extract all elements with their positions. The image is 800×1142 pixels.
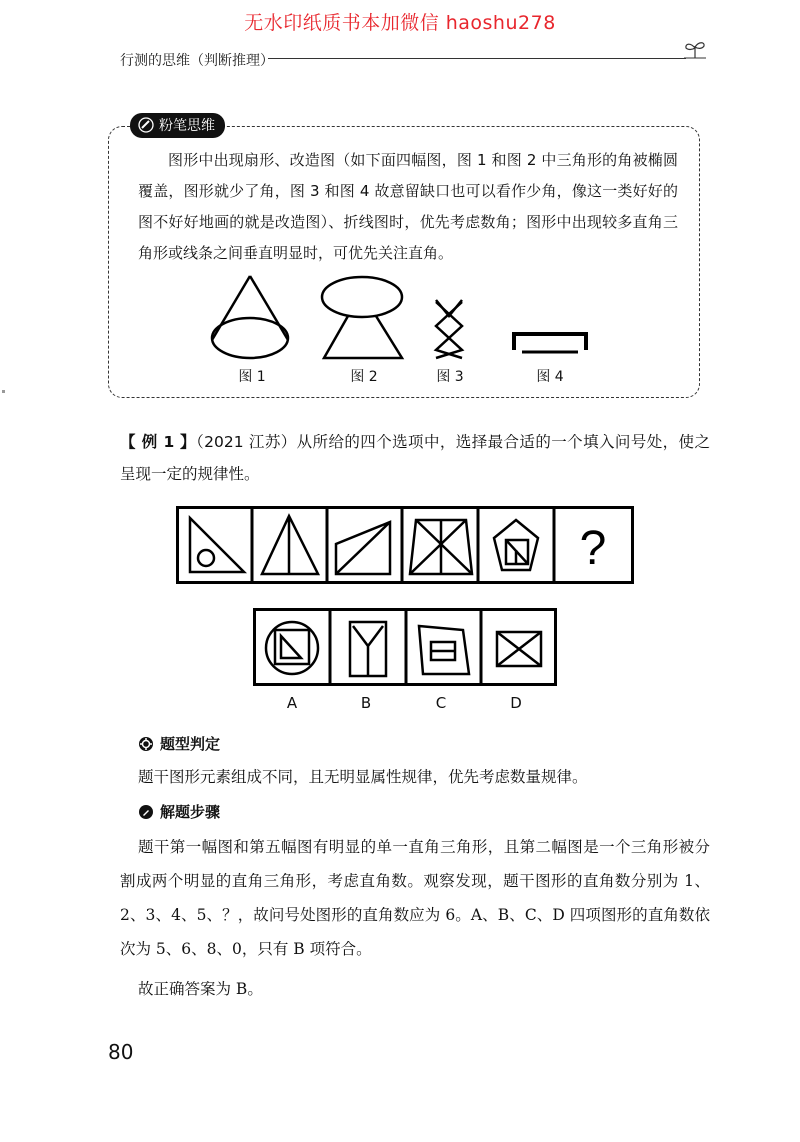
option-label-d: D [510,694,522,712]
gear-icon [138,736,154,752]
question-cell-4 [410,520,472,574]
section-heading-type [138,733,220,754]
section-steps-paragraph-1: 题干第一幅图和第五幅图有明显的单一直角三角形，且第二幅图是一个三角形被分割成两个明显的直角三角形，考虑直角数。观察发现，题干图形的直角数分别为 1、2、3、4、5、？，故问号处图形的直角数应为 6。A、B、C、D 四项图形的直角数依次为 5、6、8、0，只有 B 项符合。 [120,838,710,958]
question-cell-2 [262,516,318,574]
example-text: （2021 江苏）从所给的四个选项中，选择最合适的一个填入问号处，使之呈现一定的规律性。 [120,433,710,483]
figure-label-1: 图 1 [238,369,266,385]
example-mark: 【 例 1 】 [120,433,196,451]
running-head-rule [268,58,686,59]
watermark-text: 无水印纸质书本加微信 haoshu278 [244,12,556,34]
question-figure-row [176,506,636,586]
running-head: 行测的思维（判断推理） [120,53,274,69]
section-steps-paragraph-2: 故正确答案为 B。 [138,980,263,998]
figure-label-4: 图 4 [536,369,564,385]
scan-speck [2,390,5,393]
option-d-figure[interactable] [497,632,541,666]
option-label-c: C [435,694,447,712]
question-mark: ? [579,522,607,575]
chalk-icon [138,117,154,133]
figure-label-2: 图 2 [350,369,378,385]
figure-3-zigzag [436,300,462,358]
page-number: 80 [108,1040,134,1064]
question-cell-1 [190,518,244,572]
option-b-figure[interactable] [350,622,386,676]
question-cell-5 [494,520,538,570]
section-title-type: 题型判定 [160,735,221,753]
figure-2-ellipse-triangle [322,277,402,358]
tip-box-tag-label: 粉笔思维 [159,118,215,134]
figure-4-open-bracket [514,334,586,352]
option-c-figure[interactable] [419,626,469,674]
example-prompt [120,426,710,490]
sprout-icon [680,38,710,64]
figure-1-cone [212,276,288,358]
section-type-paragraph: 题干图形元素组成不同，且无明显属性规律，优先考虑数量规律。 [138,768,588,786]
pencil-icon [138,804,154,820]
tip-figures [200,270,620,370]
option-label-a: A [286,694,298,712]
section-title-steps: 解题步骤 [160,803,221,821]
question-cell-3 [336,522,390,574]
figure-label-3: 图 3 [436,369,464,385]
section-heading-steps [138,801,220,822]
tip-text: 图形中出现扇形、改造图（如下面四幅图，图 1 和图 2 中三角形的角被椭圆覆盖，图形就少了角，图 3 和图 4 故意留缺口也可以看作少角，像这一类好好的图不好好地画的就是改造图）、折线图时，优先考虑数角；图形中出现较多直角三角形或线条之间垂直明显时，可优先关注直角。 [138,151,678,262]
tip-box-tag [130,113,225,138]
option-label-b: B [360,694,372,712]
options-figure-row [253,608,557,688]
option-a-figure[interactable] [266,622,318,674]
